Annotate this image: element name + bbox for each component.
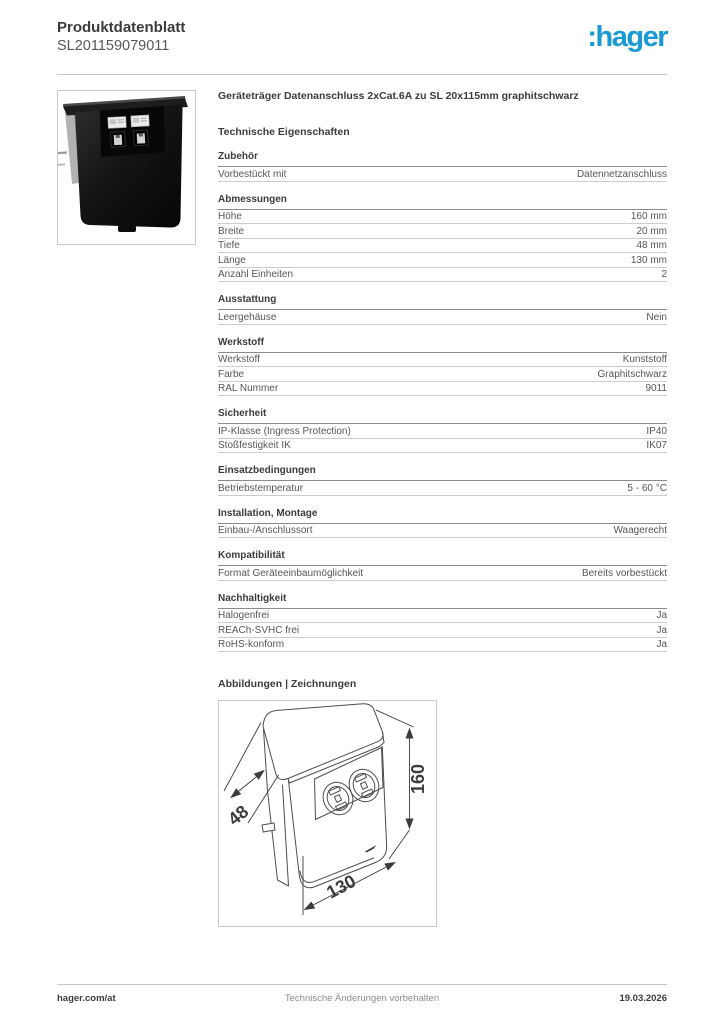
footer (57, 984, 667, 1004)
table-row (218, 310, 667, 325)
row-value: Graphitschwarz (597, 368, 667, 380)
row-label: Tiefe (218, 240, 240, 251)
table-row (218, 367, 667, 382)
row-label: RoHS-konform (218, 639, 285, 650)
row-label: Höhe (218, 211, 242, 222)
table-row (218, 382, 667, 397)
table-row (218, 623, 667, 638)
table-row (218, 210, 667, 225)
row-label: Halogenfrei (218, 610, 270, 621)
table-row (218, 424, 667, 439)
row-label: RAL Nummer (218, 383, 279, 394)
row-label: IP-Klasse (Ingress Protection) (218, 425, 351, 437)
product-photo-image (58, 91, 195, 244)
hager-logo: :hager (587, 21, 667, 53)
row-value: IP40 (646, 425, 667, 437)
row-value: 20 mm (636, 225, 667, 237)
section-nachhaltigkeit (218, 593, 667, 653)
section-title: Einsatzbedingungen (218, 465, 667, 481)
dimension-height-label: 160 (408, 763, 428, 795)
technical-drawing-image (219, 701, 436, 926)
section-title: Werkstoff (218, 337, 667, 353)
section-title: Nachhaltigkeit (218, 593, 667, 609)
table-row (218, 481, 667, 496)
header-divider (57, 74, 667, 75)
product-photo (57, 90, 196, 245)
table-row (218, 353, 667, 368)
row-value: Nein (646, 311, 667, 323)
table-row (218, 609, 667, 624)
technical-properties-heading: Technische Eigenschaften (218, 126, 350, 138)
header (57, 19, 667, 55)
section-werkstoff (218, 337, 667, 397)
section-title: Kompatibilität (218, 550, 667, 566)
table-row (218, 253, 667, 268)
row-label: Werkstoff (218, 354, 260, 365)
row-value: Ja (656, 624, 667, 636)
row-value: 9011 (645, 383, 667, 394)
technical-drawing (218, 700, 437, 927)
section-title: Sicherheit (218, 408, 667, 424)
product-reference: SL201159079011 (57, 38, 170, 54)
table-row (218, 524, 667, 539)
row-label: REACh-SVHC frei (218, 624, 300, 636)
section-ausstattung (218, 294, 667, 325)
document-type-title: Produktdatenblatt (57, 19, 186, 36)
row-value: IK07 (646, 440, 667, 451)
section-kompatibilitaet (218, 550, 667, 581)
section-title: Zubehör (218, 151, 667, 167)
section-zubehoer (218, 151, 667, 182)
row-label: Format Geräteeinbaumöglichkeit (218, 567, 364, 579)
row-value: 130 mm (630, 254, 667, 266)
footer-date: 19.03.2026 (619, 993, 667, 1004)
section-einsatzbedingungen (218, 465, 667, 496)
table-row (218, 167, 667, 182)
footer-note: Technische Änderungen vorbehalten (284, 993, 440, 1004)
product-title: Geräteträger Datenanschluss 2xCat.6A zu SL 20x115mm graphitschwarz (218, 90, 579, 102)
content-column (218, 90, 667, 927)
table-row (218, 439, 667, 454)
section-title: Installation, Montage (218, 508, 667, 524)
row-label: Einbau-/Anschlussort (218, 525, 313, 536)
row-value: Waagerecht (613, 525, 667, 536)
row-value: Ja (656, 610, 667, 621)
row-label: Stoßfestigkeit IK (218, 440, 291, 451)
table-row (218, 268, 667, 283)
section-sicherheit (218, 408, 667, 453)
row-label: Farbe (218, 368, 245, 380)
dimension-depth-label: 48 (224, 801, 253, 830)
row-label: Länge (218, 254, 246, 266)
row-value: 2 (661, 269, 667, 280)
drawings-heading: Abbildungen | Zeichnungen (218, 678, 357, 690)
table-row (218, 224, 667, 239)
section-installation-montage (218, 508, 667, 539)
row-label: Vorbestückt mit (218, 168, 287, 180)
row-value: Datennetzanschluss (576, 168, 667, 180)
row-value: 48 mm (636, 240, 667, 251)
row-value: 5 - 60 °C (627, 482, 667, 494)
row-label: Betriebstemperatur (218, 482, 304, 494)
row-value: Ja (656, 639, 667, 650)
footer-website-link[interactable]: hager.com/at (57, 993, 116, 1004)
row-label: Anzahl Einheiten (218, 269, 294, 280)
table-row (218, 566, 667, 581)
row-value: Bereits vorbestückt (581, 567, 667, 579)
row-label: Breite (218, 225, 245, 237)
row-value: 160 mm (630, 211, 667, 222)
section-title: Abmessungen (218, 194, 667, 210)
table-row (218, 239, 667, 254)
row-value: Kunststoff (622, 354, 667, 365)
dimension-width-label: 130 (323, 870, 360, 903)
section-title: Ausstattung (218, 294, 667, 310)
section-abmessungen (218, 194, 667, 283)
table-row (218, 638, 667, 653)
row-label: Leergehäuse (218, 311, 277, 323)
